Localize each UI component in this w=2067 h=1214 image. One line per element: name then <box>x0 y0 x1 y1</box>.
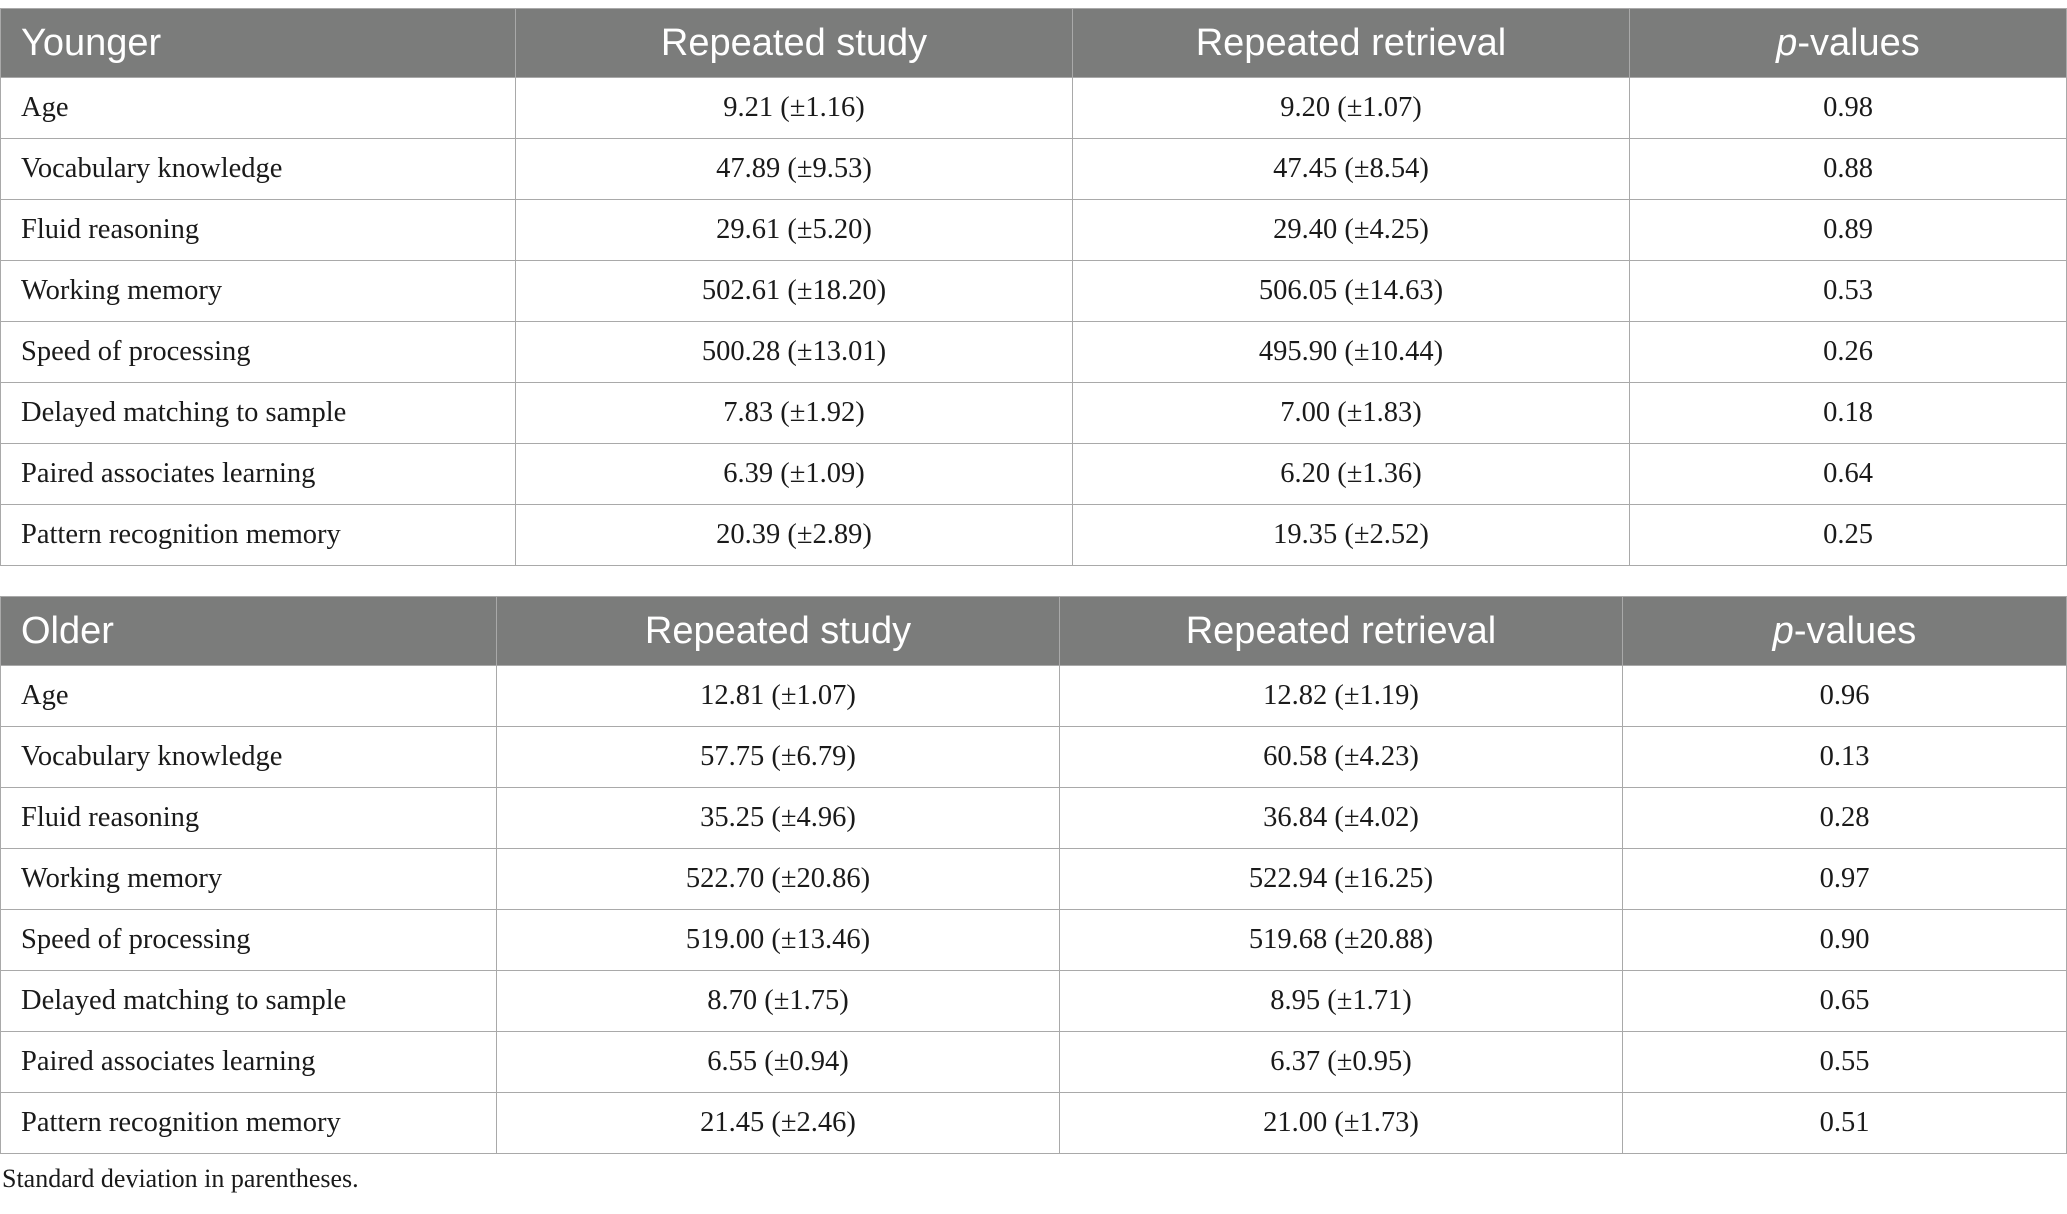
retrieval-value-cell: 506.05 (±14.63) <box>1073 261 1630 322</box>
table-row <box>1 200 2067 261</box>
footnote: Standard deviation in parentheses. <box>2 1164 359 1193</box>
study-header: Repeated study <box>497 597 1060 666</box>
table-row <box>1 910 2067 971</box>
p-value-cell: 0.26 <box>1630 322 2067 383</box>
measure-cell: Vocabulary knowledge <box>1 727 497 788</box>
study-value-cell: 57.75 (±6.79) <box>497 727 1060 788</box>
younger-body <box>1 78 2067 566</box>
study-value-cell: 29.61 (±5.20) <box>516 200 1073 261</box>
study-value-cell: 6.39 (±1.09) <box>516 444 1073 505</box>
table-row <box>1 666 2067 727</box>
retrieval-value-cell: 7.00 (±1.83) <box>1073 383 1630 444</box>
group-header: Older <box>1 597 497 666</box>
p-value-cell: 0.28 <box>1623 788 2067 849</box>
p-values-header <box>1630 9 2067 78</box>
measure-cell: Delayed matching to sample <box>1 971 497 1032</box>
retrieval-value-cell: 6.20 (±1.36) <box>1073 444 1630 505</box>
retrieval-value-cell: 6.37 (±0.95) <box>1060 1032 1623 1093</box>
p-value-cell: 0.65 <box>1623 971 2067 1032</box>
table-row <box>1 727 2067 788</box>
study-value-cell: 35.25 (±4.96) <box>497 788 1060 849</box>
p-value-cell: 0.25 <box>1630 505 2067 566</box>
table-row <box>1 849 2067 910</box>
header-row <box>1 597 2067 666</box>
study-value-cell: 522.70 (±20.86) <box>497 849 1060 910</box>
p-value-cell: 0.89 <box>1630 200 2067 261</box>
measure-cell: Pattern recognition memory <box>1 1093 497 1154</box>
p-value-cell: 0.18 <box>1630 383 2067 444</box>
measure-cell: Pattern recognition memory <box>1 505 516 566</box>
measure-cell: Vocabulary knowledge <box>1 139 516 200</box>
p-value-cell: 0.90 <box>1623 910 2067 971</box>
study-value-cell: 519.00 (±13.46) <box>497 910 1060 971</box>
measure-cell: Working memory <box>1 849 497 910</box>
p-values-suffix: -values <box>1793 609 1917 652</box>
page <box>0 8 2067 1194</box>
study-value-cell: 20.39 (±2.89) <box>516 505 1073 566</box>
measure-cell: Age <box>1 666 497 727</box>
table-row <box>1 383 2067 444</box>
retrieval-value-cell: 522.94 (±16.25) <box>1060 849 1623 910</box>
retrieval-value-cell: 495.90 (±10.44) <box>1073 322 1630 383</box>
retrieval-value-cell: 12.82 (±1.19) <box>1060 666 1623 727</box>
p-symbol: p <box>1776 21 1798 64</box>
p-value-cell: 0.53 <box>1630 261 2067 322</box>
p-value-cell: 0.97 <box>1623 849 2067 910</box>
study-value-cell: 6.55 (±0.94) <box>497 1032 1060 1093</box>
p-value-cell: 0.64 <box>1630 444 2067 505</box>
table-row <box>1 261 2067 322</box>
p-value-cell: 0.96 <box>1623 666 2067 727</box>
study-value-cell: 12.81 (±1.07) <box>497 666 1060 727</box>
measure-cell: Speed of processing <box>1 322 516 383</box>
measure-cell: Paired associates learning <box>1 1032 497 1093</box>
table-row <box>1 1032 2067 1093</box>
retrieval-value-cell: 29.40 (±4.25) <box>1073 200 1630 261</box>
header-row <box>1 9 2067 78</box>
table-row <box>1 1093 2067 1154</box>
retrieval-value-cell: 21.00 (±1.73) <box>1060 1093 1623 1154</box>
retrieval-value-cell: 19.35 (±2.52) <box>1073 505 1630 566</box>
p-values-suffix: -values <box>1797 21 1920 64</box>
retrieval-value-cell: 519.68 (±20.88) <box>1060 910 1623 971</box>
older-table <box>0 596 2067 1154</box>
retrieval-value-cell: 47.45 (±8.54) <box>1073 139 1630 200</box>
study-value-cell: 9.21 (±1.16) <box>516 78 1073 139</box>
retrieval-value-cell: 60.58 (±4.23) <box>1060 727 1623 788</box>
younger-table <box>0 8 2067 566</box>
older-body <box>1 666 2067 1154</box>
measure-cell: Speed of processing <box>1 910 497 971</box>
table-row <box>1 788 2067 849</box>
retrieval-value-cell: 8.95 (±1.71) <box>1060 971 1623 1032</box>
study-value-cell: 7.83 (±1.92) <box>516 383 1073 444</box>
study-header: Repeated study <box>516 9 1073 78</box>
p-value-cell: 0.88 <box>1630 139 2067 200</box>
measure-cell: Fluid reasoning <box>1 200 516 261</box>
retrieval-value-cell: 36.84 (±4.02) <box>1060 788 1623 849</box>
p-values-header <box>1623 597 2067 666</box>
table-row <box>1 78 2067 139</box>
p-value-cell: 0.55 <box>1623 1032 2067 1093</box>
measure-cell: Age <box>1 78 516 139</box>
table-row <box>1 139 2067 200</box>
p-value-cell: 0.13 <box>1623 727 2067 788</box>
study-value-cell: 8.70 (±1.75) <box>497 971 1060 1032</box>
study-value-cell: 502.61 (±18.20) <box>516 261 1073 322</box>
retrieval-value-cell: 9.20 (±1.07) <box>1073 78 1630 139</box>
table-row <box>1 971 2067 1032</box>
study-value-cell: 500.28 (±13.01) <box>516 322 1073 383</box>
p-symbol: p <box>1772 609 1794 652</box>
p-value-cell: 0.51 <box>1623 1093 2067 1154</box>
table-row <box>1 322 2067 383</box>
measure-cell: Fluid reasoning <box>1 788 497 849</box>
retrieval-header: Repeated retrieval <box>1073 9 1630 78</box>
group-header: Younger <box>1 9 516 78</box>
table-row <box>1 505 2067 566</box>
study-value-cell: 21.45 (±2.46) <box>497 1093 1060 1154</box>
measure-cell: Delayed matching to sample <box>1 383 516 444</box>
retrieval-header: Repeated retrieval <box>1060 597 1623 666</box>
measure-cell: Paired associates learning <box>1 444 516 505</box>
study-value-cell: 47.89 (±9.53) <box>516 139 1073 200</box>
table-row <box>1 444 2067 505</box>
p-value-cell: 0.98 <box>1630 78 2067 139</box>
measure-cell: Working memory <box>1 261 516 322</box>
